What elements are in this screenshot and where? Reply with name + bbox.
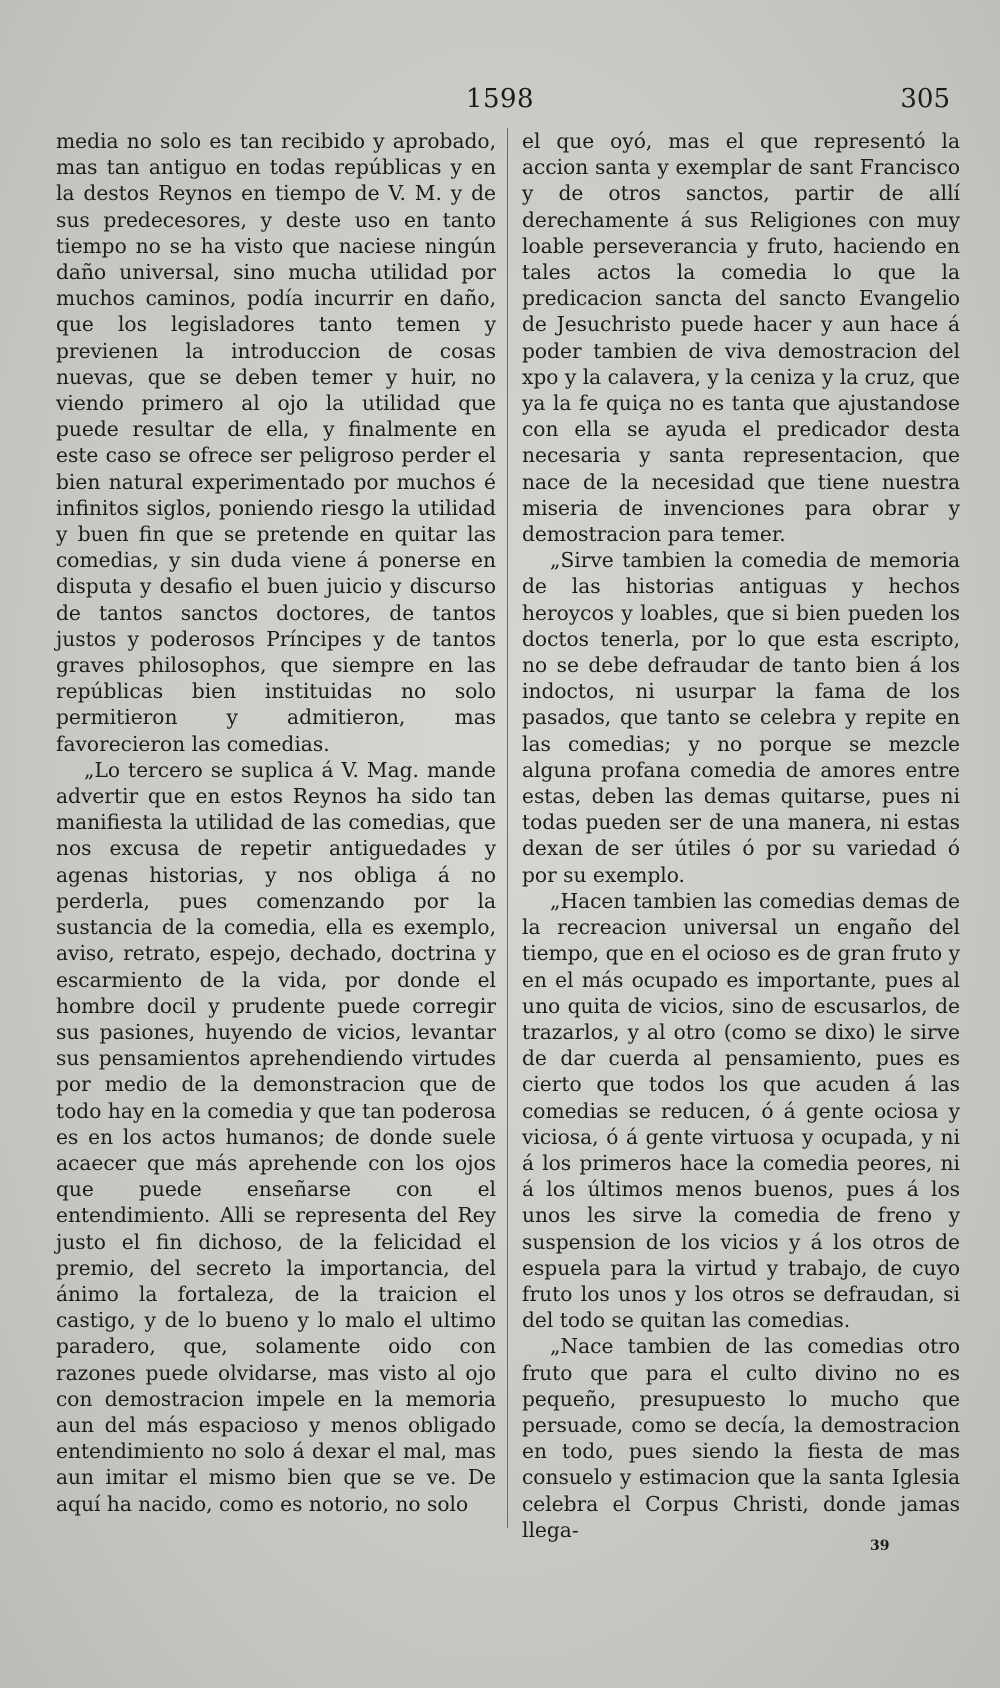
paragraph: „Hacen tambien las comedias demas de la recreacion universal un engaño del tiempo, que en el ocioso es de gran fruto y en el más ocupado es importante, pues al uno quita de vicios, sino de escusarlos, de trazarlos, y al otro (como se dixo) le sirve de dar cuerda al pensamiento, pues es cierto que todos los que acuden á las comedias se reducen, ó á gente ociosa y viciosa, ó á gente virtuosa y ocupada, y ni á los primeros hace la comedia peores, ni á los últimos menos buenos, pues á los unos les sirve la comedia de freno y suspension de los vicios y á los otros de espuela para la virtud y trabajo, de cuyo fruto los unos y los otros se defraudan, si del todo se quitan las comedias.	[522, 888, 960, 1333]
right-column	[522, 128, 960, 1543]
paragraph: „Sirve tambien la comedia de memoria de las historias antiguas y hechos heroycos y loables, que si bien pueden los doctos tenerla, por lo que esta escripto, no se debe defraudar de tanto bien á los indoctos, ni usurpar la fama de los pasados, que tanto se celebra y repite en las comedias; y no porque se mezcle alguna profana comedia de amores entre estas, deben las demas quitarse, pues ni todas pueden ser de una manera, ni estas dexan de ser útiles ó por su variedad ó por su exemplo.	[522, 548, 960, 887]
paragraph: media no solo es tan recibido y aprobado, mas tan antiguo en todas repúblicas y en la destos Reynos en tiempo de V. M. y de sus predecesores, y deste uso en tanto tiempo no se ha visto que naciese ningún daño universal, sino mucha utilidad por muchos caminos, podía incurrir en daño, que los legisladores tanto temen y previenen la introduccion de cosas nuevas, que se deben temer y huir, no viendo primero al ojo la utilidad que puede resultar de ella, y finalmente en este caso se ofrece ser peligroso perder el bien natural experimentado por muchos é infinitos siglos, poniendo riesgo la utilidad y buen fin que se pretende en quitar las comedias, y sin duda viene á ponerse en disputa y desafio el buen juicio y discurso de tantos sanctos doctores, de tantos justos y poderosos Príncipes y de tantos graves philosophos, que siempre en las repúblicas bien instituidas no solo permitieron y admitieron, mas favorecieron las comedias.	[56, 129, 496, 756]
page-number: 305	[900, 84, 950, 114]
paragraph: „Lo tercero se suplica á V. Mag. mande advertir que en estos Reynos ha sido tan manifiesta la utilidad de las comedias, que nos excusa de repetir antiguedades y agenas historias, y nos obliga á no perderla, pues comenzando por la sustancia de la comedia, ella es exemplo, aviso, retrato, espejo, dechado, doctrina y escarmiento de la vida, por donde el hombre docil y prudente puede corregir sus pasiones, huyendo de vicios, levantar sus pensamientos aprehendiendo virtudes por medio de la demonstracion que de todo hay en la comedia y que tan poderosa es en los actos humanos; de donde suele acaecer que más aprehende con los ojos que puede enseñarse con el entendimiento. Alli se representa del Rey justo el fin dichoso, de la felicidad el premio, del secreto la importancia, del ánimo la fortaleza, de la traicion el castigo, y de lo bueno y lo malo el ultimo paradero, que, solamente oido con razones puede olvidarse, mas visto al ojo con demostracion impele en la memoria aun del más espacioso y menos obligado entendimiento no solo á dexar el mal, mas aun imitar el mismo bien que se ve. De aquí ha nacido, como es notorio, no solo	[56, 757, 496, 1516]
paragraph: el que oyó, mas el que representó la accion santa y exemplar de sant Francisco y de otros sanctos, partir de allí derechamente á sus Religiones con muy loable perseverancia y fruto, haciendo en tales actos la comedia lo que la predicacion sancta del sancto Evangelio de Jesuchristo puede hacer y aun hace á poder tambien de viva demostracion del xpo y la calavera, y la ceniza y la cruz, que ya la fe quiça no es tanta que ajustandose con ella se ayuda el predicador desta necesaria y santa representacion, que nace de la necesidad que tiene nuestra miseria de invenciones para obrar y demostracion para temer.	[522, 129, 960, 547]
paragraph: „Nace tambien de las comedias otro fruto que para el culto divino no es pequeño, presupuesto lo mucho que persuade, como se decía, la demostracion en todo, pues siendo la fiesta de mas consuelo y estimacion que la santa Iglesia celebra el Corpus Christi, donde jamas llega-	[522, 1334, 960, 1542]
left-column	[56, 128, 496, 1517]
signature-mark: 39	[870, 1538, 890, 1554]
header-year: 1598	[465, 84, 535, 114]
column-divider	[507, 128, 508, 1528]
